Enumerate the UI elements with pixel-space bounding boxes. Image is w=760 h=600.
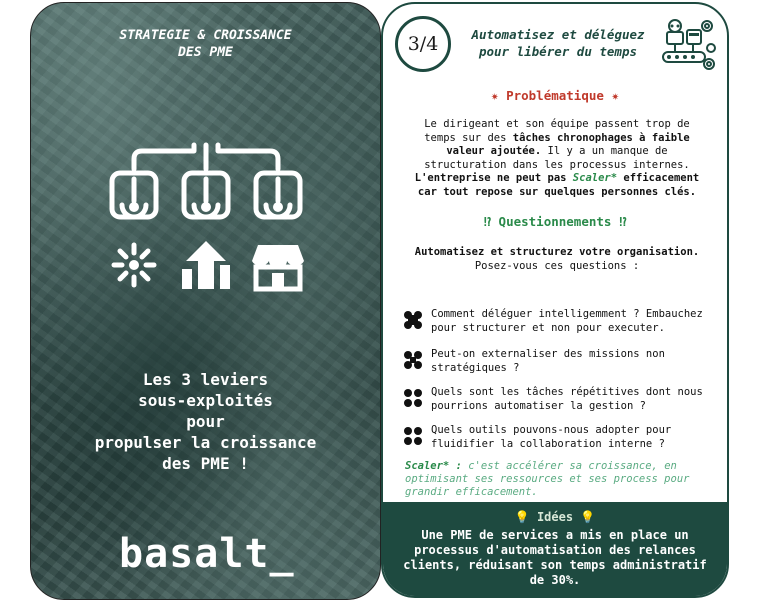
lightbulb-icon: 💡 xyxy=(514,510,537,524)
interrobang-icon-right: ⁉ xyxy=(611,214,627,229)
brand-logo: basalt_ xyxy=(119,531,295,577)
cover-title-line-1: STRATEGIE & CROISSANCE xyxy=(119,28,292,43)
spark-icon-right: ✷ xyxy=(603,88,619,103)
dots-icon xyxy=(403,426,423,446)
spark-icon-left: ✷ xyxy=(491,88,507,103)
card-title xyxy=(465,26,651,60)
problem-heading-text: Problématique xyxy=(506,88,604,103)
lightbulb-icon: 💡 xyxy=(573,510,596,524)
questions-intro: Automatisez et structurez votre organisation. Posez-vous ces questions : xyxy=(414,246,700,272)
ideas-text: Une PME de services a mis en place un processus d'automatisation des relances clients, réduisant son temps administratif de 30%. xyxy=(403,528,707,587)
connector-right-line xyxy=(218,145,278,169)
page-badge: 3/4 xyxy=(395,16,451,72)
dots-icon xyxy=(403,310,423,330)
interrobang-icon-left: ⁉ xyxy=(483,214,499,229)
questions-heading-text: Questionnements xyxy=(498,214,612,229)
card-title-line-2: pour libérer du temps xyxy=(478,44,638,59)
card-title-line-1: Automatisez et déléguez xyxy=(471,27,645,42)
tagline-line-3: pour xyxy=(186,412,225,431)
scaler-definition: Scaler* : c'est accélérer sa croissance, en optimisant ses ressources et ses process pour grandir efficacement. xyxy=(405,460,690,498)
cover-tagline xyxy=(31,369,380,474)
connector-left-line xyxy=(134,145,194,169)
levers-illustration xyxy=(106,141,306,301)
dots-icon xyxy=(403,388,423,408)
cover-card xyxy=(30,2,381,600)
growth-arrow-icon xyxy=(182,241,230,289)
tagline-line-1: Les 3 leviers xyxy=(142,370,269,389)
tagline-line-5: des PME ! xyxy=(162,454,249,473)
scaler-term: Scaler* xyxy=(572,172,618,184)
dots-icon xyxy=(403,350,423,370)
content-card: 3/4 Automatisez et déléguez pour libérer du temps ✷ Problématique ✷ Le dirigeant et son équipe passent trop de temps sur des tâches chronophages à faible valeur ajoutée. Il y a un manque de structuration dans les processus internes. L'entreprise ne peut pas Scaler* efficacement car tout repose sur quelques personnes clés. ⁉ Questionnements ⁉ Automatisez et structurez votre organisation. Posez-vous ces questions : Comment déléguer intelligemment ? Embauchez pour structurer et non pour executer. Peut-on externaliser des missions non stratégiques ? Quels sont les tâches répétitives dont nous pourrions automatiser la gestion ? Quels outils pouvons-nous adopter pour fluidifier la collaboration interne ? Scaler* : c'est accélérer sa croissance, en optimisant ses ressources et ses process pour grandir efficacement. 💡 Idées 💡 Une PME de services a mis en place un processus d'automatisation des relances clients, réduisant son temps administratif de 30%. xyxy=(381,2,729,598)
ideas-heading: 💡 Idées 💡 xyxy=(514,510,596,524)
ideas-panel xyxy=(383,502,727,596)
questions-heading xyxy=(383,214,727,229)
tagline-line-4: propulser la croissance xyxy=(94,433,317,452)
tagline-line-2: sous-exploités xyxy=(138,391,273,410)
shop-icon xyxy=(252,245,304,289)
cover-title xyxy=(31,27,380,61)
problem-text: Le dirigeant et son équipe passent trop de temps sur des tâches chronophages à faible valeur ajoutée. Il y a un manque de structuration dans les processus internes. L'entreprise ne peut pas Scaler* efficacement car tout repose sur quelques personnes clés. xyxy=(414,118,700,198)
cover-title-line-2: DES PME xyxy=(178,45,233,60)
robot-gears-icon xyxy=(659,16,717,72)
problem-heading xyxy=(383,88,727,103)
